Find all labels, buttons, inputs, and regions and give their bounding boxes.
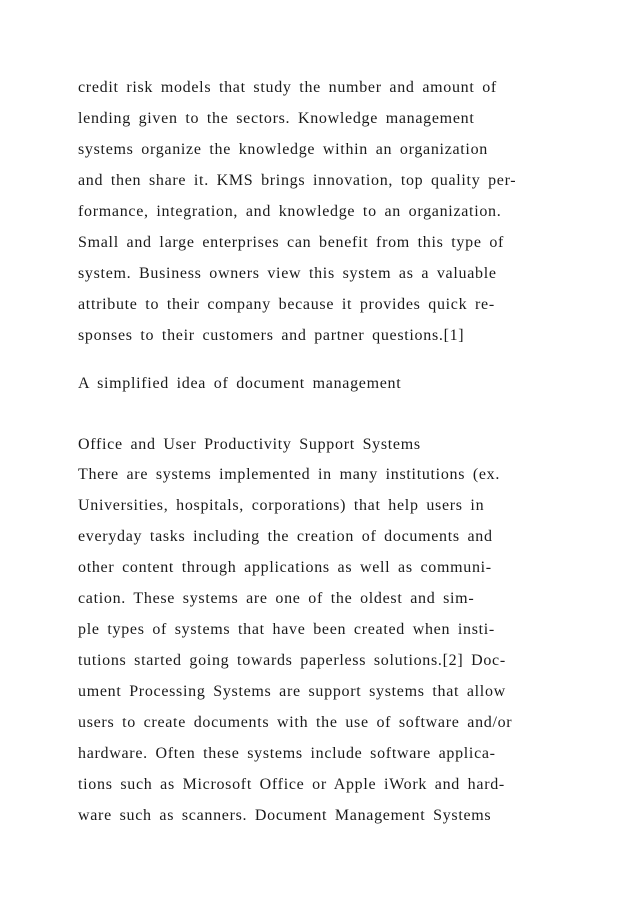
text-line: tutions started going towards paperless solutions.[2] Doc- <box>78 652 506 669</box>
text-line: ument Processing Systems are support systems that allow <box>78 683 506 700</box>
text-line: Universities, hospitals, corporations) that help users in <box>78 497 485 514</box>
text-line: ple types of systems that have been created when insti- <box>78 621 495 638</box>
text-line: lending given to the sectors. Knowledge management <box>78 110 475 127</box>
text-line: hardware. Often these systems include software applica- <box>78 745 496 762</box>
text-line: systems organize the knowledge within an organization <box>78 141 488 158</box>
text-line: everyday tasks including the creation of documents and <box>78 528 493 545</box>
text-line: other content through applications as well as communi- <box>78 559 492 576</box>
section-heading <box>78 368 558 399</box>
text-line: credit risk models that study the number and amount of <box>78 79 497 96</box>
text-line: attribute to their company because it provides quick re- <box>78 296 495 313</box>
paragraph-productivity-systems <box>78 459 558 831</box>
text-line: ware such as scanners. Document Management Systems <box>78 807 492 824</box>
text-line: users to create documents with the use of software and/or <box>78 714 513 731</box>
text-line: system. Business owners view this system as a valuable <box>78 265 497 282</box>
text-line: There are systems implemented in many institutions (ex. <box>78 466 501 483</box>
text-line: tions such as Microsoft Office or Apple iWork and hard- <box>78 776 505 793</box>
text-line: formance, integration, and knowledge to an organization. <box>78 203 502 220</box>
subsection-heading <box>78 429 558 460</box>
paragraph-kms <box>78 72 558 351</box>
text-line: cation. These systems are one of the oldest and sim- <box>78 590 475 607</box>
text-line: and then share it. KMS brings innovation, top quality per- <box>78 172 517 189</box>
text-line: Small and large enterprises can benefit from this type of <box>78 234 505 251</box>
heading-text: A simplified idea of document management <box>78 375 402 392</box>
heading-text: Office and User Productivity Support Systems <box>78 436 421 453</box>
text-line: sponses to their customers and partner questions.[1] <box>78 327 465 344</box>
